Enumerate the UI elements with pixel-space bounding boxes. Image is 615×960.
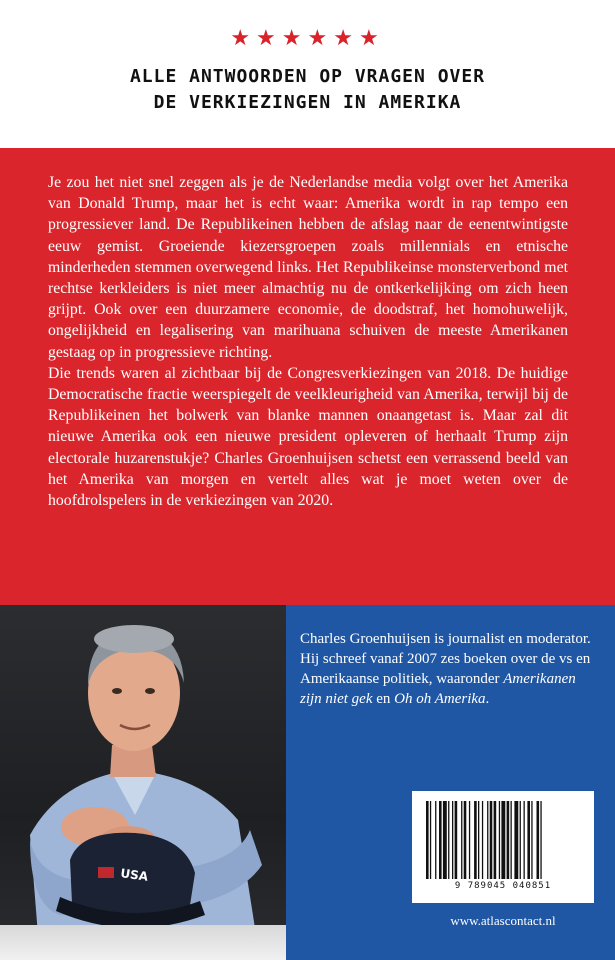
- flag-patch: [98, 867, 114, 878]
- cap-text: USA: [119, 866, 149, 884]
- table-surface: [0, 925, 286, 960]
- star-row: ★★★★★★: [230, 26, 385, 51]
- blurb-text: [48, 172, 568, 511]
- header-section: [0, 0, 615, 148]
- author-bio: [300, 629, 600, 709]
- headline-line-1: ALLE ANTWOORDEN OP VRAGEN OVER: [129, 66, 486, 87]
- publisher-website: www.atlascontact.nl: [450, 913, 556, 928]
- barcode-box: [412, 791, 594, 903]
- author-portrait-illustration: [0, 605, 286, 960]
- bio-connector: en: [372, 691, 395, 707]
- bio-text: Charles Groenhuijsen is journalist en moderator. Hij schreef vanaf 2007 zes boeken over de vs en Amerikaanse politiek, waaronder: [300, 631, 591, 687]
- headline-line-2: DE VERKIEZINGEN IN AMERIKA: [153, 92, 462, 113]
- author-photo: [0, 605, 286, 960]
- bio-panel: [286, 605, 615, 960]
- blurb-paragraph-1: Je zou het niet snel zeggen als je de Nederlandse media volgt over het Amerika van Donald Trump, maar het is echt waar: Amerika wordt in rap tempo een progressiever land. De Republikeinen hebben de afslag naar de eenentwintigste eeuw gemist. Groeiende kiezersgroepen zoals millennials en etnische minderheden stemmen overwegend links. Het Republikeinse monsterverbond met rechtse kerkleiders is niet meer almachtig nu de ontkerkelijking om zich heen grijpt. Ook over een duurzamere economie, de doodstraf, het homohuwelijk, ongelijkheid en legalisering van marihuana schuiven de meeste Amerikanen gestaag op in progressieve richting.: [48, 174, 568, 361]
- headline: [0, 64, 615, 116]
- blurb-panel: [0, 148, 615, 605]
- barcode-icon: [424, 801, 582, 879]
- bio-book-title-1: Amerikanen zijn niet gek: [300, 671, 576, 707]
- bio-end: .: [485, 691, 490, 707]
- isbn-number: 9 789045 040851: [454, 881, 552, 891]
- blurb-paragraph-2: Die trends waren al zichtbaar bij de Congresverkiezingen van 2018. De huidige Democratische fractie weerspiegelt de veelkleurigheid van Amerika, terwijl bij de Republikeinen het bolwerk van blanke mannen onaangetast is. Maar zal dit nieuwe Amerika ook een nieuwe president opleveren of herhaalt Trump zijn electorale huzarenstukje? Charles Groenhuijsen schetst een verrassend beeld van het Amerika van morgen en vertelt alles wat je moet weten over de hoofdrolspelers in de verkiezingen van 2020.: [48, 364, 568, 510]
- bio-book-title-2: Oh oh Amerika: [394, 691, 486, 707]
